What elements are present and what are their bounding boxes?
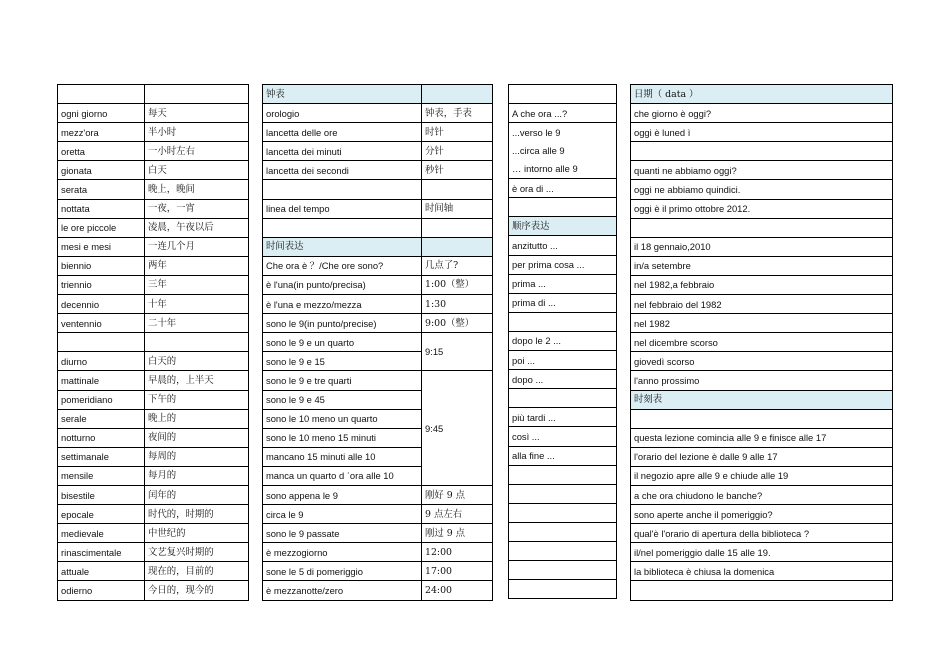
phrase-cell: A che ora ...? xyxy=(509,104,617,123)
table-row xyxy=(58,199,249,218)
table-row xyxy=(58,237,249,256)
blank-cell xyxy=(509,465,617,484)
table-row xyxy=(263,237,493,256)
translation-cell: 钟表，手表 xyxy=(422,104,493,123)
table-row xyxy=(631,218,893,237)
date-and-schedule-table xyxy=(630,84,893,601)
phrase-cell: è mezzogiorno xyxy=(263,543,422,562)
chinese-meaning-cell: 下午的 xyxy=(145,390,249,409)
table-row xyxy=(263,180,493,199)
italian-term-cell: oretta xyxy=(58,142,145,161)
table-row xyxy=(58,409,249,428)
italian-term-cell: mesi e mesi xyxy=(58,237,145,256)
italian-term-cell: pomeridiano xyxy=(58,390,145,409)
translation-cell: 刚过 9 点 xyxy=(422,524,493,543)
italian-term-cell: le ore piccole xyxy=(58,218,145,237)
table-row xyxy=(263,543,493,562)
section-header-time-expressions: 时间表达 xyxy=(263,237,422,256)
table-row xyxy=(509,198,617,217)
date-phrase-cell xyxy=(631,581,893,600)
italian-term-cell: diurno xyxy=(58,352,145,371)
section-header-date: 日期（ data ） xyxy=(631,85,893,104)
italian-term-cell: epocale xyxy=(58,505,145,524)
table-row xyxy=(509,370,617,389)
section-header-order-expressions: 顺序表达 xyxy=(509,217,617,236)
table-row xyxy=(631,447,893,466)
table-row xyxy=(631,390,893,409)
phrase-cell: sono le 9(in punto/precise) xyxy=(263,314,422,333)
chinese-meaning-cell: 白天的 xyxy=(145,352,249,371)
table-row xyxy=(58,562,249,581)
table-row xyxy=(631,466,893,485)
phrase-cell: lancetta dei minuti xyxy=(263,142,422,161)
translation-cell: 1:00（整） xyxy=(422,275,493,294)
table-row xyxy=(58,314,249,333)
phrase-cell: dopo le 2 ... xyxy=(509,331,617,350)
italian-term-cell xyxy=(58,333,145,352)
table-row xyxy=(263,295,493,314)
table-row xyxy=(631,295,893,314)
date-phrase-cell: che giorno è oggi? xyxy=(631,104,893,123)
date-phrase-cell: qual'è l'orario di apertura della biblioteca ? xyxy=(631,524,893,543)
table-row xyxy=(58,581,249,600)
phrase-cell: sono le 10 meno un quarto xyxy=(263,409,422,428)
italian-term-cell: settimanale xyxy=(58,447,145,466)
chinese-meaning-cell: 两年 xyxy=(145,256,249,275)
date-phrase-cell: nel 1982 xyxy=(631,314,893,333)
chinese-meaning-cell: 闰年的 xyxy=(145,485,249,504)
table-row xyxy=(631,314,893,333)
italian-term-cell: notturno xyxy=(58,428,145,447)
section-header-cell xyxy=(422,237,493,256)
table-row xyxy=(263,199,493,218)
table-row xyxy=(631,485,893,504)
chinese-meaning-cell: 白天 xyxy=(145,161,249,180)
date-phrase-cell: il 18 gennaio,2010 xyxy=(631,237,893,256)
phrase-cell: linea del tempo xyxy=(263,199,422,218)
italian-term-cell: biennio xyxy=(58,256,145,275)
table-row xyxy=(631,275,893,294)
table-row xyxy=(631,371,893,390)
table-row xyxy=(509,522,617,541)
phrase-line: … intorno alle 9 xyxy=(512,163,578,175)
chinese-meaning-cell: 现在的，目前的 xyxy=(145,562,249,581)
date-phrase-cell: il negozio apre alle 9 e chiude alle 19 xyxy=(631,466,893,485)
italian-term-cell: mezz'ora xyxy=(58,123,145,142)
phrase-cell xyxy=(509,389,617,408)
phrase-cell: anzitutto ... xyxy=(509,236,617,255)
table-row xyxy=(263,371,493,390)
blank-cell xyxy=(509,484,617,503)
blank-cell xyxy=(509,580,617,599)
italian-term-cell: decennio xyxy=(58,295,145,314)
chinese-meaning-cell: 一连几个月 xyxy=(145,237,249,256)
phrase-cell: alla fine ... xyxy=(509,446,617,465)
table-row xyxy=(631,104,893,123)
chinese-meaning-cell: 凌晨，午夜以后 xyxy=(145,218,249,237)
date-phrase-cell: in/a setembre xyxy=(631,256,893,275)
italian-term-cell: serale xyxy=(58,409,145,428)
phrase-cell: sono le 9 e tre quarti xyxy=(263,371,422,390)
translation-cell: 12:00 xyxy=(422,543,493,562)
phrase-cell: sono le 9 e 15 xyxy=(263,352,422,371)
date-phrase-cell: a che ora chiudono le banche? xyxy=(631,485,893,504)
table-row xyxy=(58,333,249,352)
chinese-meaning-cell: 夜间的 xyxy=(145,428,249,447)
phrase-line: ...circa alle 9 xyxy=(512,145,565,157)
phrase-cell: così ... xyxy=(509,427,617,446)
chinese-meaning-cell: 十年 xyxy=(145,295,249,314)
table-row xyxy=(58,505,249,524)
table-row xyxy=(509,408,617,427)
table-row xyxy=(509,580,617,599)
table-row xyxy=(263,275,493,294)
chinese-meaning-cell: 文艺复兴时期的 xyxy=(145,543,249,562)
chinese-meaning-cell: 每周的 xyxy=(145,447,249,466)
vocabulary-sheet xyxy=(57,84,891,596)
table-row xyxy=(263,256,493,275)
phrase-line: ...verso le 9 xyxy=(512,127,561,139)
translation-cell: 几点了? xyxy=(422,256,493,275)
date-phrase-cell: quanti ne abbiamo oggi? xyxy=(631,161,893,180)
table-row xyxy=(631,123,893,142)
phrase-cell: più tardi ... xyxy=(509,408,617,427)
phrase-cell: sono le 9 e un quarto xyxy=(263,333,422,352)
date-phrase-cell: sono aperte anche il pomeriggio? xyxy=(631,505,893,524)
table-row xyxy=(58,428,249,447)
chinese-meaning-cell xyxy=(145,85,249,104)
chinese-meaning-cell: 每月的 xyxy=(145,466,249,485)
table-row xyxy=(263,142,493,161)
italian-term-cell: serata xyxy=(58,180,145,199)
phrase-cell: è mezzanotte/zero xyxy=(263,581,422,600)
table-row xyxy=(263,485,493,504)
table-row xyxy=(509,351,617,370)
blank-cell xyxy=(509,198,617,217)
table-row xyxy=(509,427,617,446)
date-phrase-cell: il/nel pomeriggio dalle 15 alle 19. xyxy=(631,543,893,562)
table-row xyxy=(263,505,493,524)
translation-cell: 秒针 xyxy=(422,161,493,180)
chinese-meaning-cell: 晚上的 xyxy=(145,409,249,428)
time-phrases-and-order-table xyxy=(508,84,617,599)
phrase-cell xyxy=(263,218,422,237)
table-row xyxy=(631,524,893,543)
translation-cell: 9:00（整） xyxy=(422,314,493,333)
translation-cell: 1:30 xyxy=(422,295,493,314)
vocabulary-table-time-words xyxy=(57,84,249,601)
italian-term-cell: odierno xyxy=(58,581,145,600)
chinese-meaning-cell: 一夜，一宵 xyxy=(145,199,249,218)
table-row xyxy=(631,237,893,256)
table-row xyxy=(509,389,617,408)
table-row xyxy=(58,256,249,275)
chinese-meaning-cell: 半小时 xyxy=(145,123,249,142)
time-value-cell: 9:45 xyxy=(422,371,493,486)
date-phrase-cell: nel febbraio del 1982 xyxy=(631,295,893,314)
table-row xyxy=(263,85,493,104)
chinese-meaning-cell xyxy=(145,333,249,352)
table-row xyxy=(263,333,493,352)
table-row xyxy=(509,331,617,350)
chinese-meaning-cell: 早晨的，上半天 xyxy=(145,371,249,390)
chinese-meaning-cell: 二十年 xyxy=(145,314,249,333)
time-value-cell: 9:15 xyxy=(422,333,493,371)
date-phrase-cell: l'orario del lezione è dalle 9 alle 17 xyxy=(631,447,893,466)
table-row xyxy=(509,465,617,484)
table-row xyxy=(631,142,893,161)
translation-cell: 刚好 9 点 xyxy=(422,485,493,504)
blank-cell xyxy=(509,522,617,541)
blank-cell xyxy=(509,561,617,580)
italian-term-cell: attuale xyxy=(58,562,145,581)
table-row xyxy=(631,256,893,275)
table-row xyxy=(58,142,249,161)
blank-cell xyxy=(509,85,617,104)
phrase-cell: poi ... xyxy=(509,351,617,370)
chinese-meaning-cell: 一小时左右 xyxy=(145,142,249,161)
table-row xyxy=(509,484,617,503)
phrase-cell: circa le 9 xyxy=(263,505,422,524)
italian-term-cell xyxy=(58,85,145,104)
italian-term-cell: mattinale xyxy=(58,371,145,390)
phrase-cell: Che ora è ？/Che ore sono? xyxy=(263,256,422,275)
table-row xyxy=(631,352,893,371)
date-phrase-cell xyxy=(631,218,893,237)
phrase-cell: sono le 9 passate xyxy=(263,524,422,543)
table-row xyxy=(631,85,893,104)
table-row xyxy=(509,179,617,198)
table-row xyxy=(631,180,893,199)
italian-term-cell: bisestile xyxy=(58,485,145,504)
table-row xyxy=(509,503,617,522)
table-row xyxy=(58,218,249,237)
table-row xyxy=(263,581,493,600)
table-row xyxy=(58,352,249,371)
table-row xyxy=(509,541,617,560)
table-row xyxy=(58,275,249,294)
chinese-meaning-cell: 晚上，晚间 xyxy=(145,180,249,199)
date-phrase-cell: oggi ne abbiamo quindici. xyxy=(631,180,893,199)
table-row xyxy=(631,161,893,180)
table-row xyxy=(263,123,493,142)
phrase-cell: prima ... xyxy=(509,274,617,293)
date-phrase-cell: la biblioteca è chiusa la domenica xyxy=(631,562,893,581)
table-row xyxy=(509,561,617,580)
table-row xyxy=(631,199,893,218)
chinese-meaning-cell: 时代的，时期的 xyxy=(145,505,249,524)
blank-cell xyxy=(509,503,617,522)
table-row xyxy=(509,236,617,255)
phrase-cell: è l'una e mezzo/mezza xyxy=(263,295,422,314)
table-row xyxy=(58,104,249,123)
table-row xyxy=(58,390,249,409)
phrase-cell: dopo ... xyxy=(509,370,617,389)
table-row xyxy=(509,255,617,274)
table-row xyxy=(58,524,249,543)
date-phrase-cell: questa lezione comincia alle 9 e finisce alle 17 xyxy=(631,428,893,447)
italian-term-cell: ogni giorno xyxy=(58,104,145,123)
translation-cell: 24:00 xyxy=(422,581,493,600)
date-phrase-cell: nel 1982,a febbraio xyxy=(631,275,893,294)
italian-term-cell: medievale xyxy=(58,524,145,543)
chinese-meaning-cell: 今日的，现今的 xyxy=(145,581,249,600)
table-row xyxy=(509,217,617,236)
table-row xyxy=(631,543,893,562)
table-row xyxy=(58,123,249,142)
table-row xyxy=(263,161,493,180)
date-phrase-cell: nel dicembre scorso xyxy=(631,333,893,352)
table-row xyxy=(58,485,249,504)
date-phrase-cell: l'anno prossimo xyxy=(631,371,893,390)
table-row xyxy=(58,180,249,199)
phrase-cell: sono appena le 9 xyxy=(263,485,422,504)
italian-term-cell: mensile xyxy=(58,466,145,485)
phrase-cell: sono le 9 e 45 xyxy=(263,390,422,409)
date-phrase-cell xyxy=(631,409,893,428)
table-row xyxy=(631,505,893,524)
table-row xyxy=(263,524,493,543)
date-phrase-cell: giovedì scorso xyxy=(631,352,893,371)
table-row xyxy=(263,104,493,123)
approximate-time-cell xyxy=(509,123,617,179)
table-row xyxy=(58,371,249,390)
table-row xyxy=(58,295,249,314)
clock-and-time-expressions-table xyxy=(262,84,493,601)
phrase-cell: prima di ... xyxy=(509,293,617,312)
table-row xyxy=(509,104,617,123)
table-row xyxy=(631,409,893,428)
phrase-cell: mancano 15 minuti alle 10 xyxy=(263,447,422,466)
translation-cell xyxy=(422,218,493,237)
chinese-meaning-cell: 每天 xyxy=(145,104,249,123)
blank-cell xyxy=(509,312,617,331)
table-row xyxy=(631,333,893,352)
table-row xyxy=(58,466,249,485)
table-row xyxy=(631,581,893,600)
phrase-cell xyxy=(263,180,422,199)
phrase-cell: per prima cosa ... xyxy=(509,255,617,274)
table-row xyxy=(509,446,617,465)
phrase-cell: sone le 5 di pomeriggio xyxy=(263,562,422,581)
section-header-cell xyxy=(422,85,493,104)
table-row xyxy=(58,543,249,562)
table-row xyxy=(263,562,493,581)
translation-cell: 时间轴 xyxy=(422,199,493,218)
date-phrase-cell: oggi è il primo ottobre 2012. xyxy=(631,199,893,218)
phrase-cell: orologio xyxy=(263,104,422,123)
table-row xyxy=(263,218,493,237)
table-row xyxy=(631,428,893,447)
translation-cell: 分针 xyxy=(422,142,493,161)
translation-cell xyxy=(422,180,493,199)
phrase-cell: lancetta delle ore xyxy=(263,123,422,142)
table-row xyxy=(58,447,249,466)
chinese-meaning-cell: 三年 xyxy=(145,275,249,294)
translation-cell: 时针 xyxy=(422,123,493,142)
translation-cell: 17:00 xyxy=(422,562,493,581)
table-row xyxy=(263,314,493,333)
phrase-cell: è l'una(in punto/precisa) xyxy=(263,275,422,294)
table-row xyxy=(58,85,249,104)
phrase-cell: lancetta dei secondi xyxy=(263,161,422,180)
phrase-cell: manca un quarto d ʾora alle 10 xyxy=(263,466,422,485)
table-row xyxy=(509,312,617,331)
phrase-cell: sono le 10 meno 15 minuti xyxy=(263,428,422,447)
date-phrase-cell xyxy=(631,142,893,161)
section-header-schedule: 时刻表 xyxy=(631,390,893,409)
translation-cell: 9 点左右 xyxy=(422,505,493,524)
italian-term-cell: rinascimentale xyxy=(58,543,145,562)
italian-term-cell: gionata xyxy=(58,161,145,180)
italian-term-cell: ventennio xyxy=(58,314,145,333)
table-row xyxy=(509,274,617,293)
table-row xyxy=(631,562,893,581)
chinese-meaning-cell: 中世纪的 xyxy=(145,524,249,543)
blank-cell xyxy=(509,541,617,560)
italian-term-cell: triennio xyxy=(58,275,145,294)
section-header-clock: 钟表 xyxy=(263,85,422,104)
phrase-cell: è ora di ... xyxy=(509,179,617,198)
table-row xyxy=(509,293,617,312)
table-row xyxy=(509,85,617,104)
table-row xyxy=(58,161,249,180)
date-phrase-cell: oggi è luned ì xyxy=(631,123,893,142)
italian-term-cell: nottata xyxy=(58,199,145,218)
